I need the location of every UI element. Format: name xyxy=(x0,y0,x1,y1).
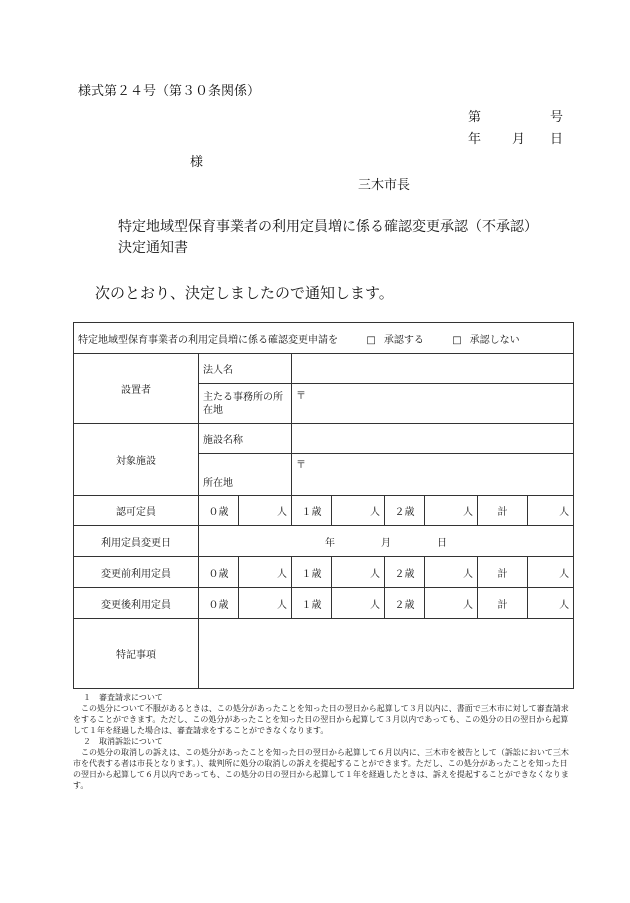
issuer: 三木市長 xyxy=(358,178,411,193)
intro-text: 次のとおり、決定しましたので通知します。 xyxy=(95,284,394,302)
age1-count-field[interactable]: 人 xyxy=(332,588,385,619)
approved-capacity-row xyxy=(74,496,574,526)
age1-label: １歳 xyxy=(292,588,332,619)
age2-label: ２歳 xyxy=(385,496,425,526)
corp-name-field[interactable] xyxy=(292,354,574,384)
establisher-label: 設置者 xyxy=(74,354,199,424)
change-date-label: 利用定員変更日 xyxy=(74,526,199,557)
total-count-field[interactable]: 人 xyxy=(528,557,574,588)
age0-count-field[interactable]: 人 xyxy=(239,496,292,526)
age2-label: ２歳 xyxy=(385,557,425,588)
after-capacity-label: 変更後利用定員 xyxy=(74,588,199,619)
age2-count-field[interactable]: 人 xyxy=(425,557,478,588)
facility-name-field[interactable] xyxy=(292,424,574,454)
change-date-row xyxy=(74,526,574,557)
document-title-line1: 特定地域型保育事業者の利用定員増に係る確認変更承認（不承認） xyxy=(118,219,538,235)
age0-label: ０歳 xyxy=(199,588,239,619)
age1-label: １歳 xyxy=(292,496,332,526)
age1-count-field[interactable]: 人 xyxy=(332,496,385,526)
document-title-line2: 決定通知書 xyxy=(118,240,188,256)
approved-capacity-label: 認可定員 xyxy=(74,496,199,526)
note2-title: ２ 取消訴訟について xyxy=(83,737,163,746)
application-row xyxy=(74,323,574,354)
remarks-field[interactable] xyxy=(199,619,574,689)
corp-name-row xyxy=(74,354,574,384)
change-date-field[interactable]: 年 月 日 xyxy=(199,526,574,557)
total-label: 計 xyxy=(478,557,528,588)
age1-count-field[interactable]: 人 xyxy=(332,557,385,588)
age0-label: ０歳 xyxy=(199,496,239,526)
location-field[interactable] xyxy=(292,454,574,496)
notes xyxy=(73,692,575,791)
after-capacity-row xyxy=(74,588,574,619)
postal-mark: 〒 xyxy=(296,460,306,471)
location-label: 所在地 xyxy=(199,454,292,496)
total-label: 計 xyxy=(478,588,528,619)
reject-label: 承認しない xyxy=(469,334,520,346)
remarks-row xyxy=(74,619,574,689)
age0-count-field[interactable]: 人 xyxy=(239,557,292,588)
total-count-field[interactable]: 人 xyxy=(528,588,574,619)
note2-body: この処分の取消しの訴えは、この処分があったことを知った日の翌日から起算して６月以内に、三木市を被告として（訴訟において三木市を代表する者は市長となります。）、裁判所に処分の取消しの訴えを提起することができます。ただし、この処分があったことを知った日の翌日から起算して６月以内であっても、この処分の日の翌日から起算して１年を経過したときは、訴えを提起することができなくなります。 xyxy=(73,748,569,790)
total-label: 計 xyxy=(478,496,528,526)
before-capacity-label: 変更前利用定員 xyxy=(74,557,199,588)
number-suffix: 号 xyxy=(550,110,564,125)
total-count-field[interactable]: 人 xyxy=(528,496,574,526)
office-address-field[interactable] xyxy=(292,384,574,424)
remarks-label: 特記事項 xyxy=(74,619,199,689)
corp-name-label: 法人名 xyxy=(199,354,292,384)
age0-count-field[interactable]: 人 xyxy=(239,588,292,619)
age2-label: ２歳 xyxy=(385,588,425,619)
date-year-label: 年 xyxy=(468,132,482,147)
target-facility-label: 対象施設 xyxy=(74,424,199,496)
approve-checkbox[interactable]: □ xyxy=(366,334,376,346)
date-day-label: 日 xyxy=(550,132,564,147)
postal-mark: 〒 xyxy=(296,391,306,402)
facility-name-row xyxy=(74,424,574,454)
decision-table xyxy=(73,322,574,689)
age0-label: ０歳 xyxy=(199,557,239,588)
application-label: 特定地域型保育事業者の利用定員増に係る確認変更申請を xyxy=(78,334,338,346)
addressee-suffix: 様 xyxy=(190,155,204,170)
reject-checkbox[interactable]: □ xyxy=(452,334,462,346)
form-id: 様式第２４号（第３０条関係） xyxy=(78,84,261,99)
note1-title: １ 審査請求について xyxy=(83,693,163,702)
number-prefix: 第 xyxy=(468,110,482,125)
main-office-label: 主たる事務所の所在地 xyxy=(199,384,292,424)
before-capacity-row xyxy=(74,557,574,588)
approve-label: 承認する xyxy=(383,334,424,346)
note1-body: この処分について不服があるときは、この処分があったことを知った日の翌日から起算して３月以内に、書面で三木市に対して審査請求をすることができます。ただし、この処分があったことを知った日の翌日から起算して３月以内であっても、この処分の日の翌日から起算して１年を経過した場合は、審査請求をすることができなくなります。 xyxy=(73,704,569,735)
date-month-label: 月 xyxy=(512,132,526,147)
age2-count-field[interactable]: 人 xyxy=(425,496,478,526)
facility-name-label: 施設名称 xyxy=(199,424,292,454)
age2-count-field[interactable]: 人 xyxy=(425,588,478,619)
age1-label: １歳 xyxy=(292,557,332,588)
